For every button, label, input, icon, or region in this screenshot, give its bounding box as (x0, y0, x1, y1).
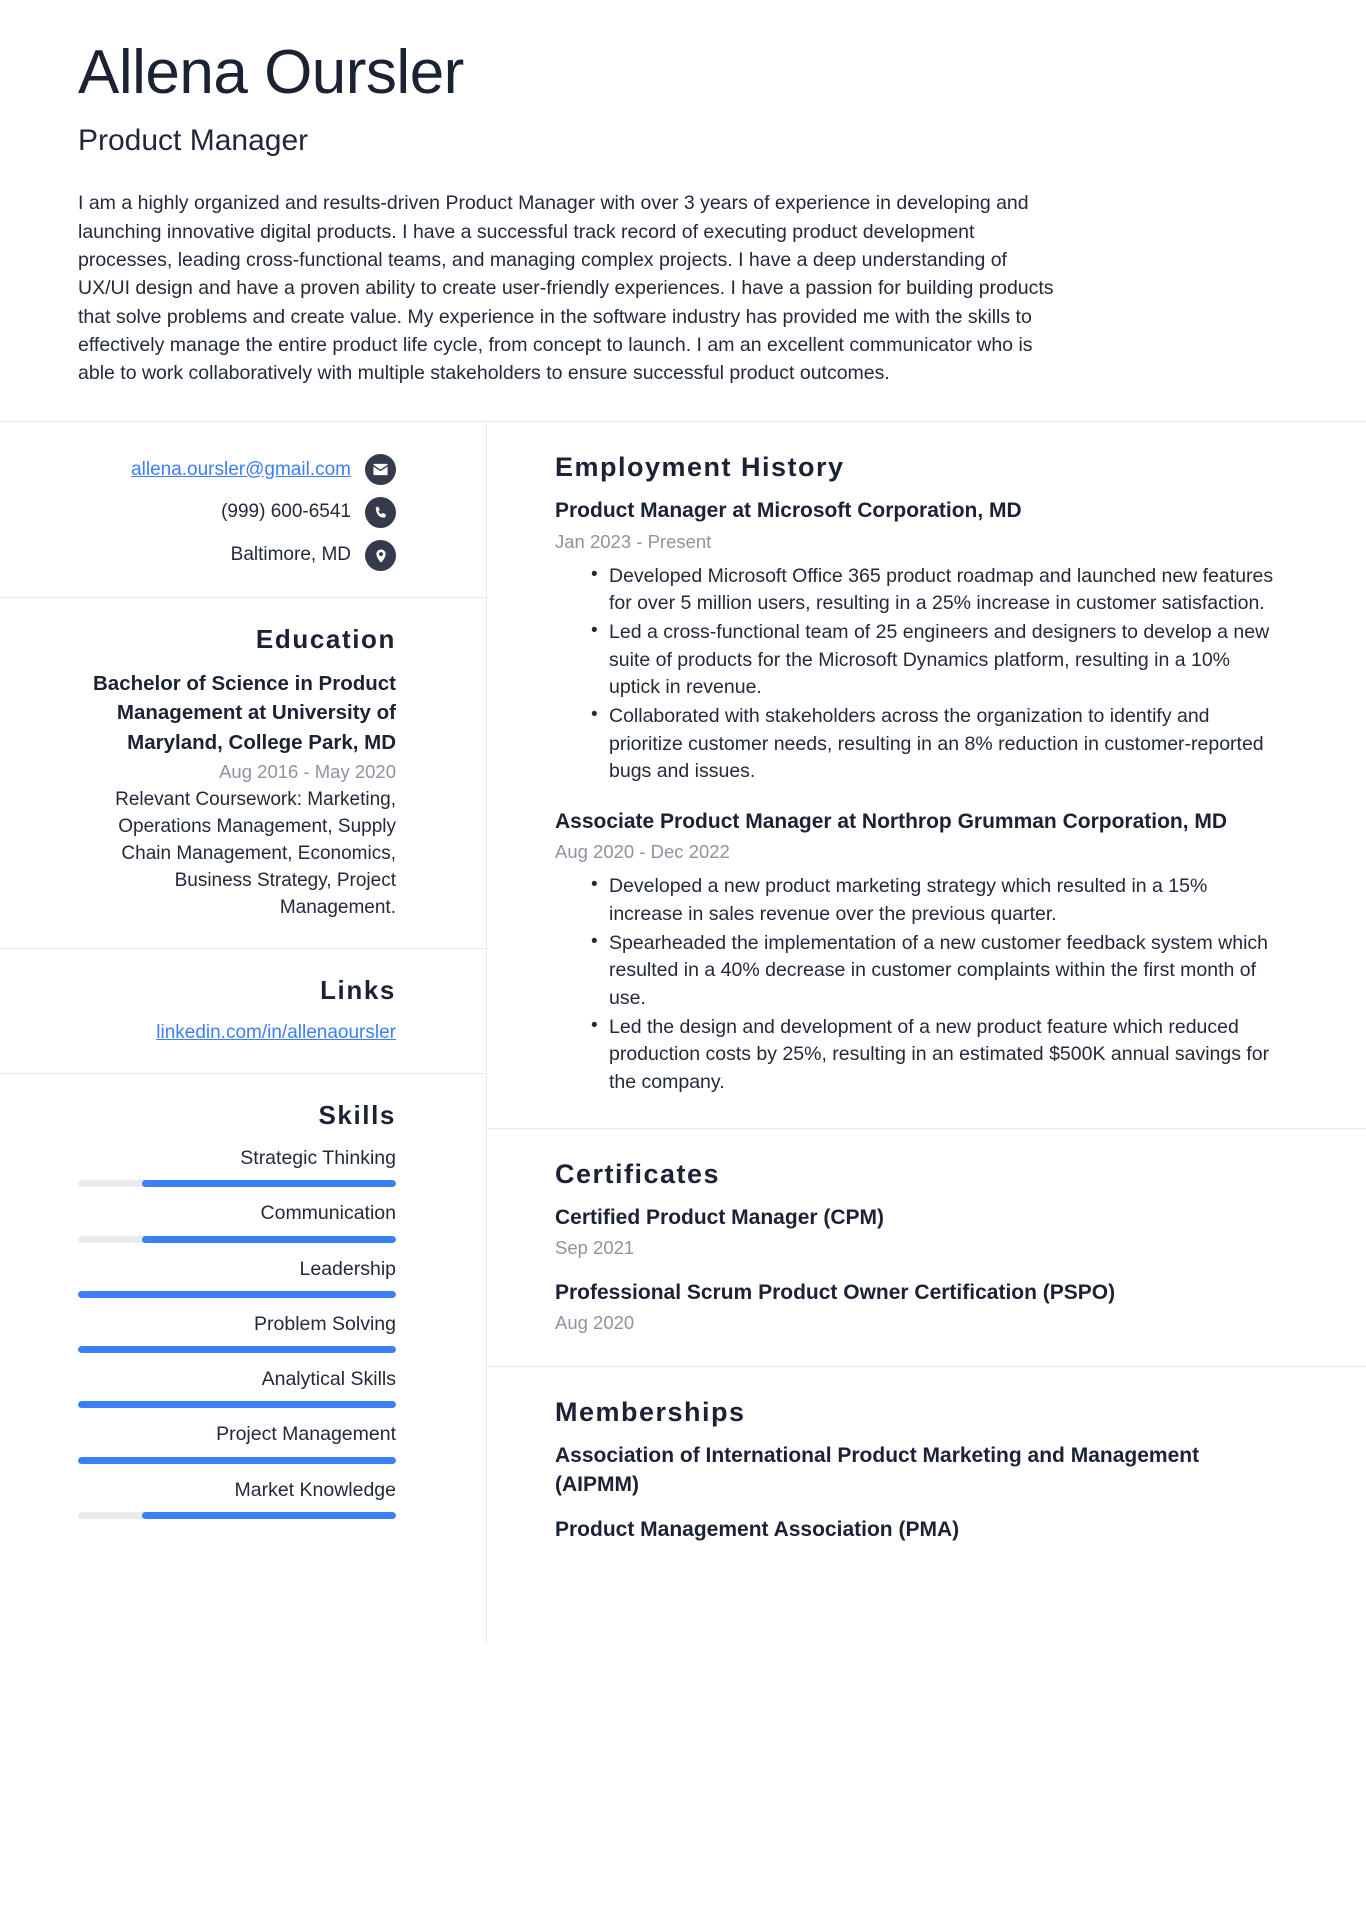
certificates-section (487, 1129, 1366, 1367)
skill-item (78, 1366, 396, 1408)
bottom-spacer (555, 1544, 1280, 1614)
resume-header (0, 0, 1366, 387)
employment-dates: Aug 2020 - Dec 2022 (555, 841, 730, 863)
skills-heading: Skills (318, 1099, 396, 1130)
membership-title: Product Management Association (PMA) (555, 1517, 960, 1541)
skill-label: Project Management (216, 1423, 396, 1446)
envelope-icon (365, 454, 396, 485)
employment-bullet: • Led the design and development of a new product feature which reduced production costs by 25%, resulting in an estimated $500K annual savings for the company. (591, 1014, 1280, 1097)
phone-icon (365, 497, 396, 528)
map-pin-icon (365, 540, 396, 571)
skill-progress-fill (78, 1346, 396, 1353)
skill-progress-track (78, 1236, 396, 1243)
employment-bullets (555, 873, 1280, 1097)
employment-title: Associate Product Manager at Northrop Grumman Corporation, MD (555, 810, 1228, 834)
employment-dates: Jan 2023 - Present (555, 530, 712, 552)
employment-bullet: • Spearheaded the implementation of a new customer feedback system which resulted in a 40% decrease in customer complaints within the first month of use. (591, 930, 1280, 1013)
skill-progress-track (78, 1512, 396, 1519)
linkedin-link[interactable]: linkedin.com/in/allenaoursler (156, 1022, 396, 1044)
skill-label: Analytical Skills (261, 1368, 396, 1391)
contact-section (0, 422, 486, 598)
skill-label: Problem Solving (254, 1312, 396, 1335)
page-title: Allena Oursler (78, 38, 464, 107)
links-heading: Links (320, 975, 396, 1006)
skill-progress-fill (142, 1512, 396, 1519)
certificates-list (555, 1204, 1280, 1336)
professional-summary: I am a highly organized and results-driven Product Manager with over 3 years of experience in developing and launching innovative digital products. I have a successful track record of executing product development processes, leading cross-functional teams, and managing complex projects. I have a deep understanding of UX/UI design and have a proven ability to create user-friendly experiences. I have a passion for building products that solve problems and create value. My experience in the software industry has provided me with the skills to effectively manage the entire product life cycle, from concept to launch. I am an excellent communicator who is able to work collaboratively with multiple stakeholders to ensure successful product outcomes. (78, 192, 1054, 385)
employment-list (555, 497, 1280, 1096)
contact-phone-row[interactable] (221, 497, 396, 528)
skill-progress-fill (142, 1180, 396, 1187)
memberships-heading: Memberships (555, 1397, 746, 1428)
skill-label: Communication (260, 1202, 396, 1225)
skill-label: Leadership (299, 1257, 396, 1280)
sidebar (0, 422, 487, 1644)
education-entry (78, 669, 396, 922)
skill-progress-track (78, 1291, 396, 1298)
skill-progress-track (78, 1346, 396, 1353)
employment-heading: Employment History (555, 452, 845, 483)
skill-progress-track (78, 1180, 396, 1187)
location-text: Baltimore, MD (230, 544, 351, 566)
skill-label: Strategic Thinking (240, 1146, 396, 1169)
certificate-date: Aug 2020 (555, 1312, 635, 1334)
skill-progress-fill (78, 1291, 396, 1298)
certificate-date: Sep 2021 (555, 1237, 635, 1259)
skill-progress-track (78, 1401, 396, 1408)
employment-title: Product Manager at Microsoft Corporation, MD (555, 499, 1022, 523)
skill-item (78, 1200, 396, 1242)
education-heading: Education (255, 624, 396, 655)
certificates-heading: Certificates (555, 1158, 721, 1189)
phone-number: (999) 600-6541 (221, 501, 351, 523)
certificate-title: Certified Product Manager (CPM) (555, 1205, 885, 1229)
email-link[interactable]: allena.oursler@gmail.com (131, 458, 351, 480)
certificate-entry (555, 1279, 1280, 1336)
membership-entry (555, 1516, 1280, 1544)
employment-entry (555, 497, 1280, 786)
employment-bullet: • Developed Microsoft Office 365 product roadmap and launched new features for over 5 million users, resulting in a 25% increase in customer satisfaction. (591, 563, 1280, 618)
membership-entry (555, 1442, 1280, 1499)
skills-section (0, 1074, 486, 1549)
main-content (487, 422, 1366, 1644)
skills-list (78, 1145, 396, 1519)
skill-item (78, 1421, 396, 1463)
job-title: Product Manager (78, 124, 309, 158)
education-degree: Bachelor of Science in Product Management at University of Maryland, College Park, MD (92, 672, 396, 754)
links-section (0, 949, 486, 1074)
contact-email-row[interactable] (131, 454, 396, 485)
skill-item (78, 1145, 396, 1187)
employment-bullets (555, 563, 1280, 787)
employment-bullet: • Developed a new product marketing strategy which resulted in a 15% increase in sales revenue over the previous quarter. (591, 873, 1280, 928)
employment-bullet: • Led a cross-functional team of 25 engineers and designers to develop a new suite of products for the Microsoft Dynamics platform, resulting in a 10% uptick in revenue. (591, 619, 1280, 702)
skill-item (78, 1477, 396, 1519)
skill-progress-track (78, 1457, 396, 1464)
memberships-list (555, 1442, 1280, 1544)
employment-section (487, 422, 1366, 1128)
certificate-title: Professional Scrum Product Owner Certification (PSPO) (555, 1281, 1116, 1304)
education-dates: Aug 2016 - May 2020 (219, 760, 396, 782)
employment-entry (555, 808, 1280, 1097)
employment-bullet: • Collaborated with stakeholders across the organization to identify and prioritize customer needs, resulting in an 8% reduction in customer-reported bugs and issues. (591, 703, 1280, 786)
skill-label: Market Knowledge (234, 1478, 396, 1501)
memberships-section (487, 1367, 1366, 1644)
certificate-entry (555, 1204, 1280, 1261)
contact-location-row[interactable] (231, 540, 396, 571)
membership-title: Association of International Product Marketing and Management (AIPMM) (555, 1444, 1200, 1496)
skill-item (78, 1311, 396, 1353)
skill-progress-fill (78, 1457, 396, 1464)
skill-progress-fill (142, 1236, 396, 1243)
resume-body (0, 422, 1366, 1644)
skill-progress-fill (78, 1401, 396, 1408)
education-section (0, 598, 486, 949)
education-description: Relevant Coursework: Marketing, Operations Management, Supply Chain Management, Economics, Business Strategy, Project Management. (115, 789, 396, 919)
skill-item (78, 1256, 396, 1298)
